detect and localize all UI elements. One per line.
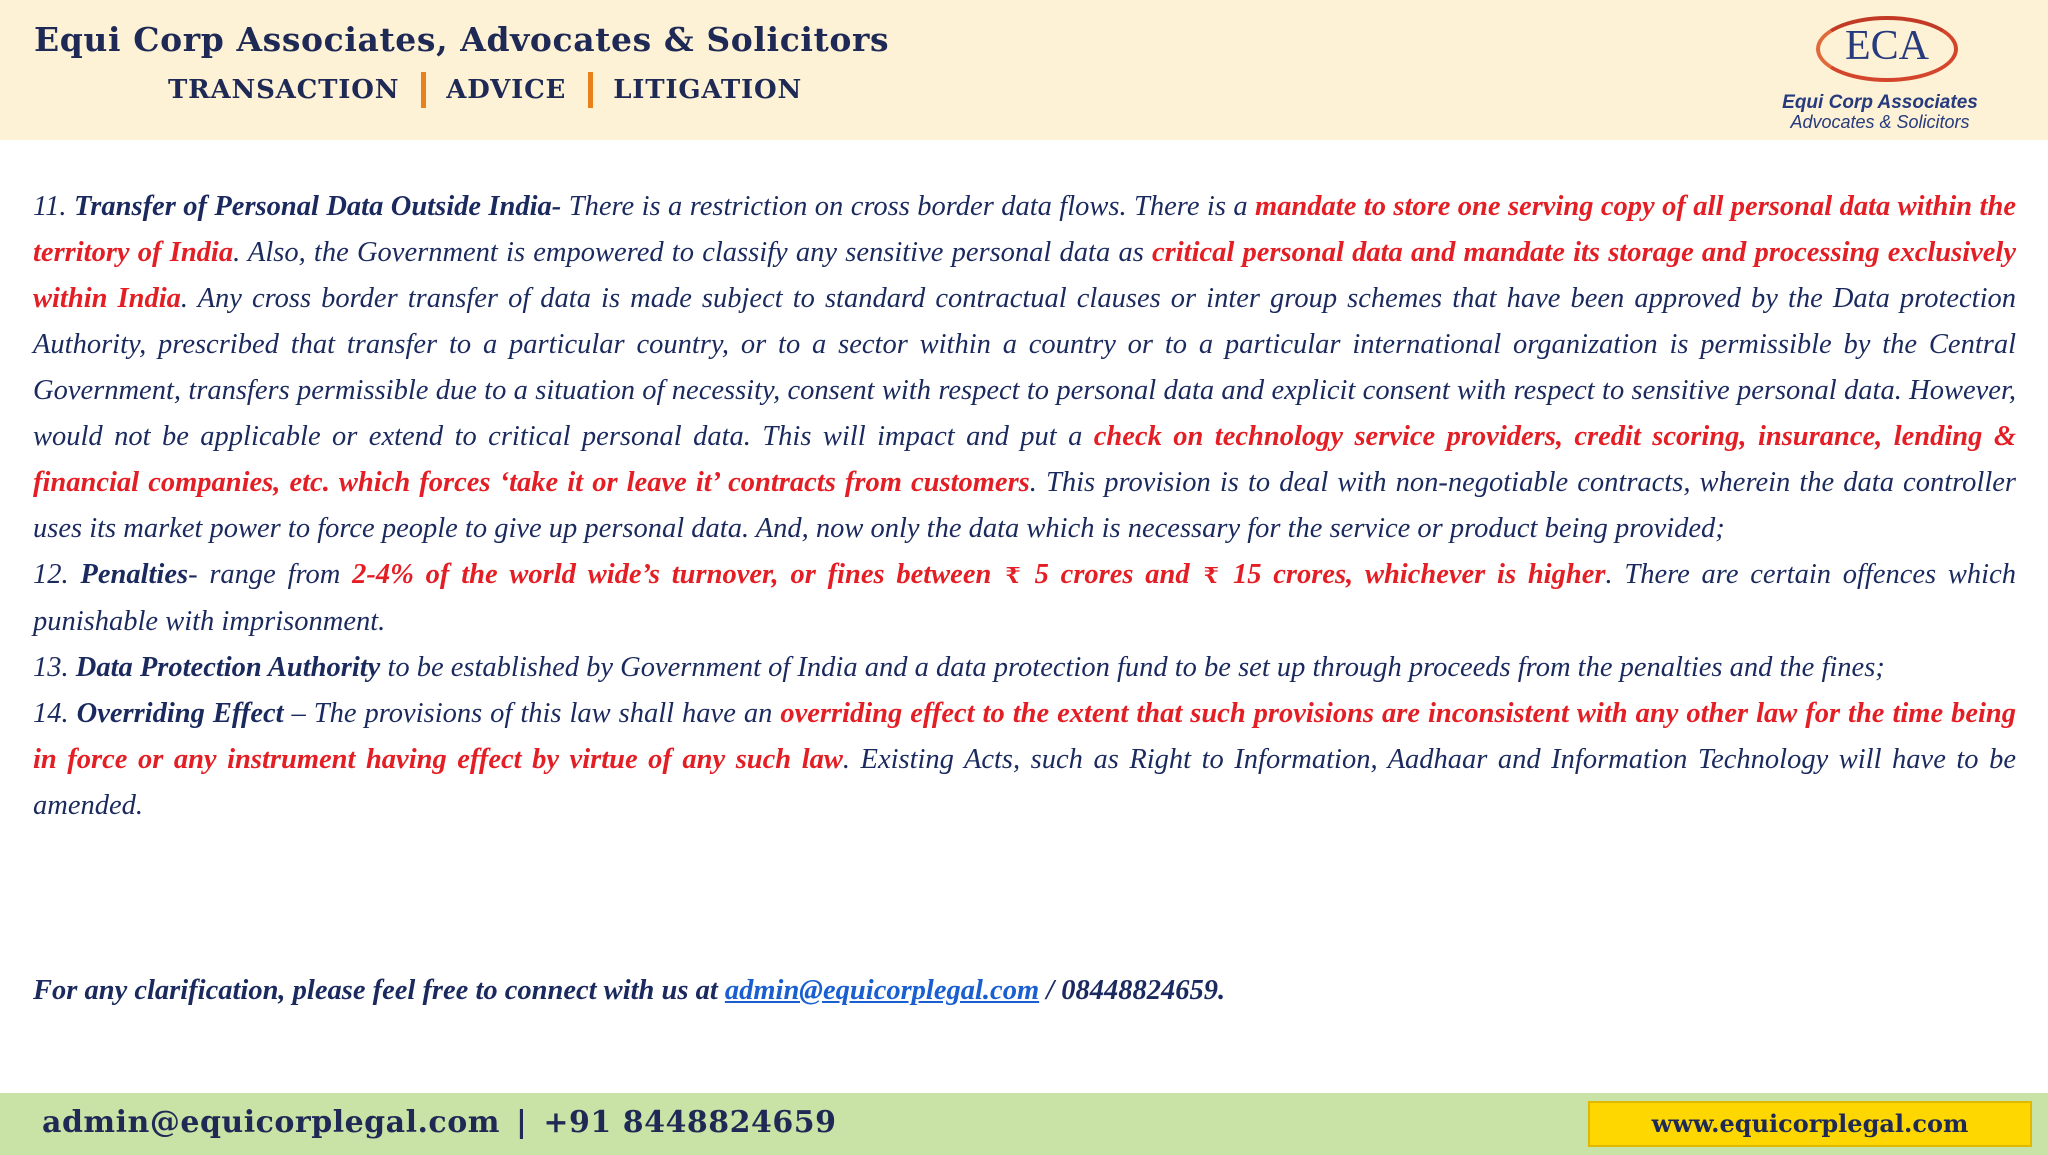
body-text: . This provision is to deal with non-negotiable contracts, wherein the data controller uses its market power to force people to give up personal data. And, now only the data which is necessary for the service or product being provided; (33, 467, 2016, 544)
contact-line (33, 968, 2016, 1014)
highlighted-text: 15 crores, whichever is higher (1232, 559, 1606, 590)
service-advice: ADVICE (446, 75, 567, 105)
services-tagline (168, 72, 802, 108)
service-transaction: TRANSACTION (168, 75, 400, 105)
item-transfer-outside-india (33, 184, 2016, 552)
eca-logo (1720, 8, 2040, 132)
body-text: – The provisions of this law shall have an (283, 698, 781, 729)
service-separator (588, 72, 593, 108)
body-text: There is a restriction on cross border data flows. There is a (561, 191, 1256, 222)
rupee-icon: ₹ (1203, 563, 1219, 588)
highlighted-text: critical personal data and mandate its storage and processing exclusively within India (33, 237, 2016, 314)
firm-name: Equi Corp Associates, Advocates & Solicitors (34, 20, 890, 59)
body-text: . Existing Acts, such as Right to Information, Aadhaar and Information Technology will have to be amended. (33, 744, 2016, 821)
contact-suffix: / 08448824659. (1039, 975, 1226, 1006)
highlighted-text: 5 crores and (1034, 559, 1190, 590)
body-text: 13. (33, 652, 76, 683)
footer-separator: | (515, 1105, 528, 1140)
highlighted-text: check on technology service providers, credit scoring, insurance, lending & financial companies, etc. which forces ‘take it or leave it’ contracts from customers (33, 421, 2016, 498)
item-heading: Penalties (80, 559, 189, 590)
rupee-icon: ₹ (1005, 563, 1021, 588)
logo-firm-name: Equi Corp Associates (1782, 92, 1978, 113)
footer-website[interactable]: www.equicorplegal.com (1588, 1101, 2032, 1147)
highlighted-text: overriding effect to the extent that such provisions are inconsistent with any other law for the time being in force or any instrument having effect by virtue of any such law (33, 698, 2016, 775)
logo-initials: ECA (1845, 23, 1929, 69)
footer-bar (0, 1093, 2048, 1155)
body-text: . Any cross border transfer of data is made subject to standard contractual clauses or inter group schemes that have been approved by the Data protection Authority, prescribed that transfer to a particular country, or to a sector within a country or to a particular international organization is permissible by the Central Government, transfers permissible due to a situation of necessity, consent with respect to personal data and explicit consent with respect to sensitive personal data. However, would not be applicable or extend to critical personal data. This will impact and put a (33, 283, 2016, 452)
contact-email-link[interactable]: admin@equicorplegal.com (724, 975, 1040, 1006)
service-litigation: LITIGATION (613, 75, 803, 105)
body-text: 12. (33, 559, 81, 590)
logo-firm-subtitle: Advocates & Solicitors (1790, 112, 1970, 132)
service-separator (421, 72, 426, 108)
body-text: - range from (188, 559, 353, 590)
highlighted-text: 2-4% of the world wide’s turnover, or fines between (352, 559, 992, 590)
item-data-protection-authority (33, 645, 2016, 691)
body-text: . There are certain offences which punishable with imprisonment. (33, 559, 2016, 637)
highlighted-text: mandate to store one serving copy of all personal data within the territory of India (33, 191, 2016, 268)
footer-phone[interactable]: +91 8448824659 (543, 1105, 837, 1140)
body-text: 14. (33, 698, 77, 729)
body-text: 11. (33, 191, 74, 222)
body-text: to be established by Government of India and a data protection fund to be set up through proceeds from the penalties and the fines; (380, 652, 1885, 683)
item-heading: Transfer of Personal Data Outside India- (73, 191, 562, 222)
footer-contact (42, 1105, 836, 1140)
item-heading: Overriding Effect (76, 698, 284, 729)
header-banner (0, 0, 2048, 140)
item-heading: Data Protection Authority (75, 652, 381, 683)
contact-prefix: For any clarification, please feel free to connect with us at (33, 975, 725, 1006)
body-text: . Also, the Government is empowered to classify any sensitive personal data as (233, 237, 1152, 268)
item-overriding-effect (33, 691, 2016, 829)
footer-email[interactable]: admin@equicorplegal.com (42, 1105, 500, 1140)
document-body (33, 184, 2016, 829)
item-penalties (33, 552, 2016, 645)
